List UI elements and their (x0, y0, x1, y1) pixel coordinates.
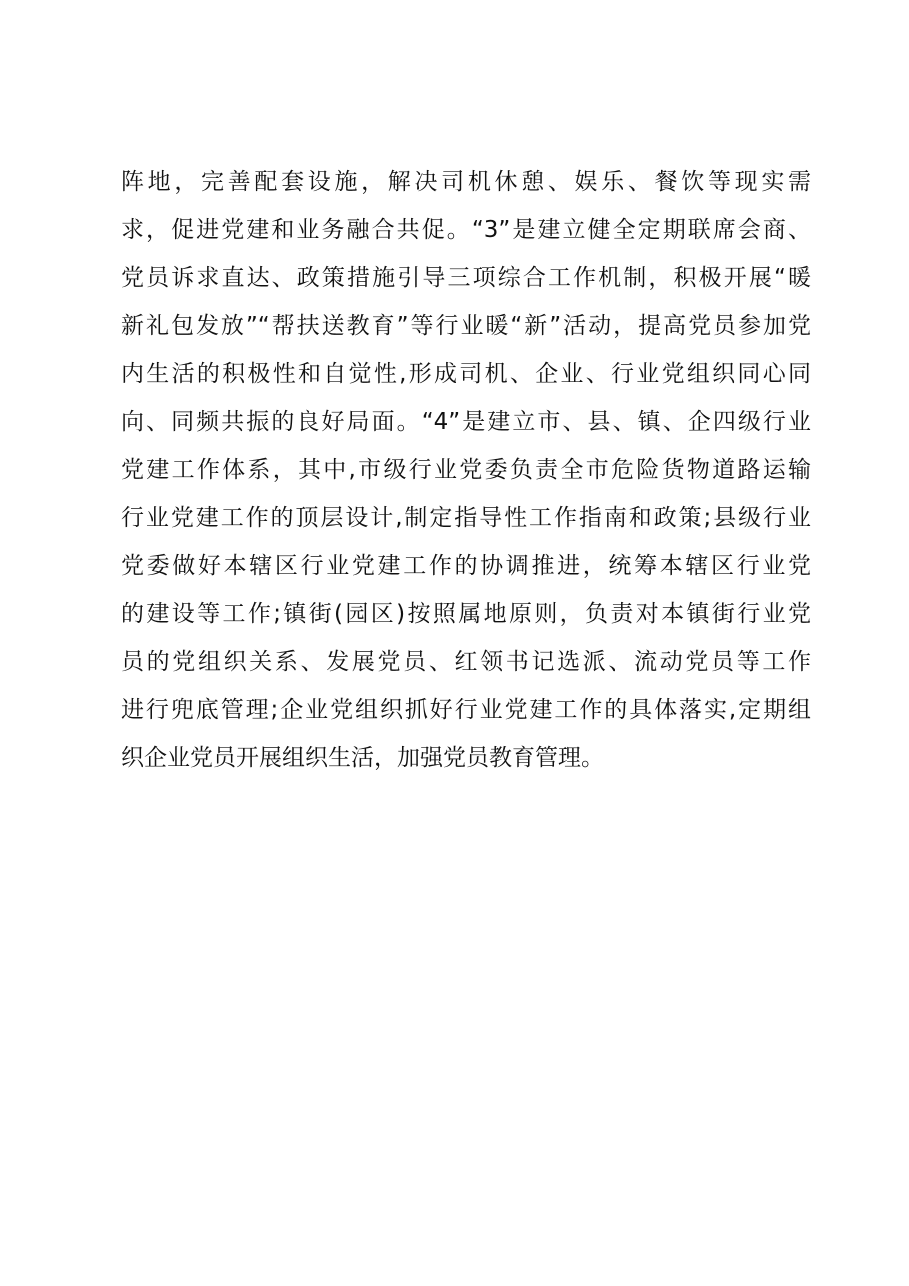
text-line: 进行兜底管理;企业党组织抓好行业党建工作的具体落实,定期组 (121, 697, 811, 723)
text-line: 党员诉求直达、政策措施引导三项综合工作机制，积极开展“暖 (121, 265, 811, 291)
text-line: 员的党组织关系、发展党员、红领书记选派、流动党员等工作 (121, 649, 811, 675)
body-paragraph (121, 158, 811, 782)
text-line: 阵地，完善配套设施，解决司机休憩、娱乐、餐饮等现实需 (121, 169, 811, 195)
text-line: 求，促进党建和业务融合共促。“3”是建立健全定期联席会商、 (121, 217, 811, 243)
text-line: 织企业党员开展组织生活，加强党员教育管理。 (121, 745, 604, 771)
text-line: 行业党建工作的顶层设计,制定指导性工作指南和政策;县级行业 (121, 505, 811, 531)
text-line: 的建设等工作;镇街(园区)按照属地原则，负责对本镇街行业党 (121, 601, 811, 627)
text-line: 党建工作体系，其中,市级行业党委负责全市危险货物道路运输 (121, 457, 811, 483)
text-line: 向、同频共振的良好局面。“4”是建立市、县、镇、企四级行业 (121, 409, 811, 435)
text-line: 新礼包发放”“帮扶送教育”等行业暖“新”活动，提高党员参加党 (121, 313, 811, 339)
text-line: 党委做好本辖区行业党建工作的协调推进，统筹本辖区行业党 (121, 553, 811, 579)
text-line: 内生活的积极性和自觉性,形成司机、企业、行业党组织同心同 (121, 361, 811, 387)
